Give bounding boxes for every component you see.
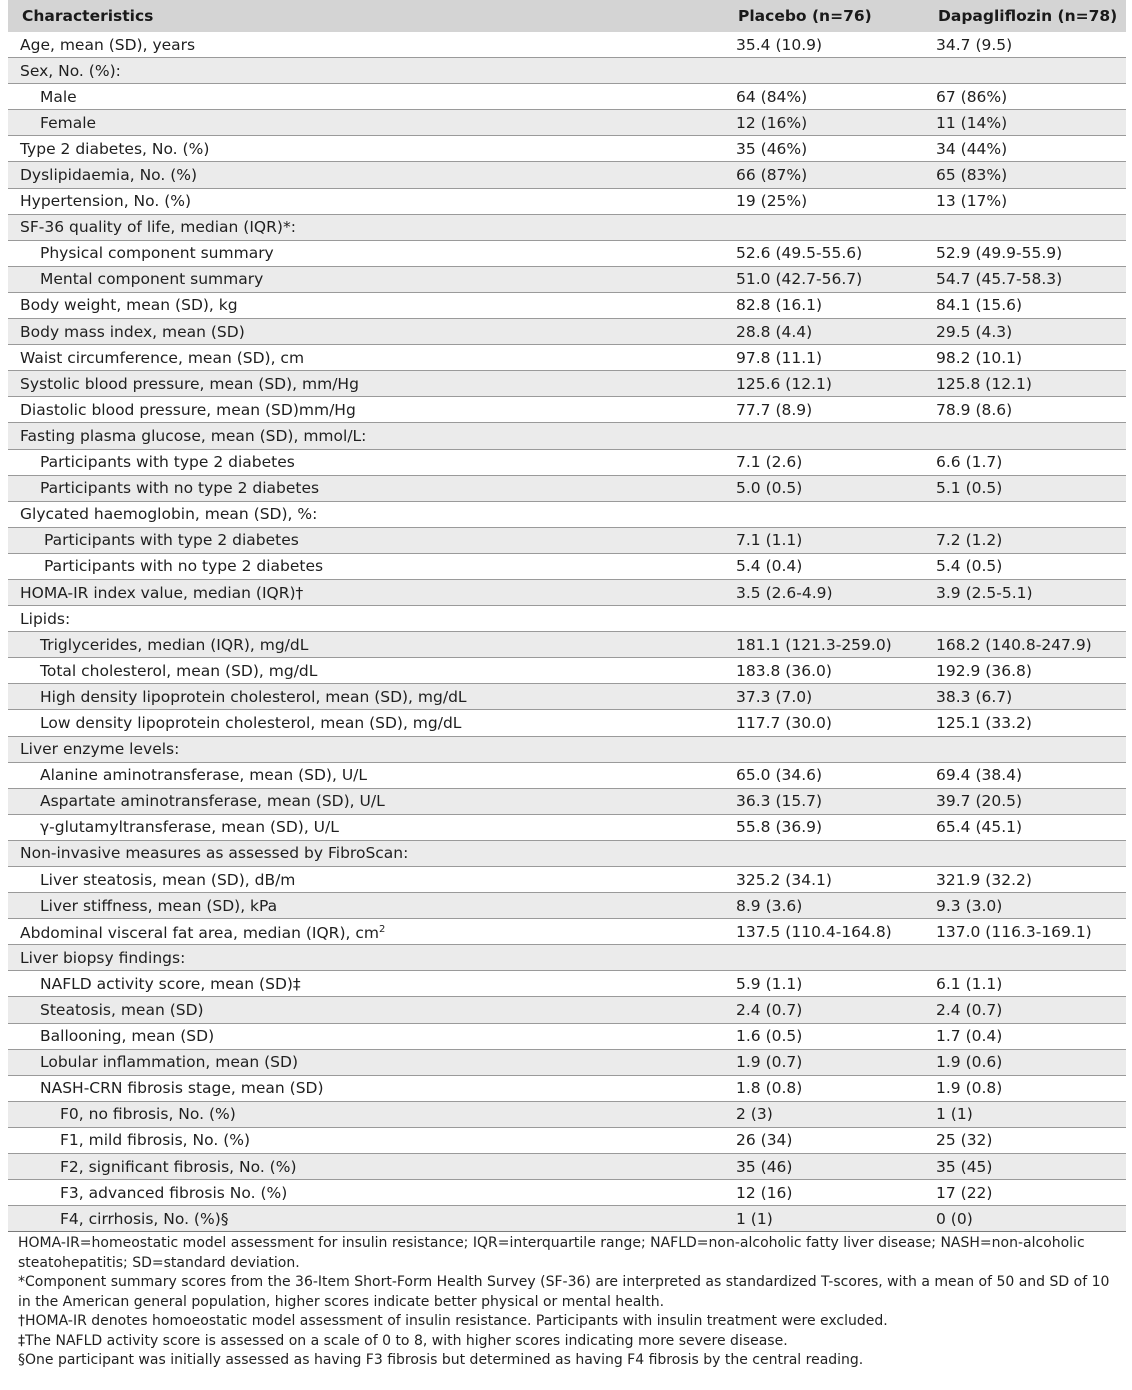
row-label: [8, 788, 724, 814]
dapagliflozin-value: 192.9 (36.8): [924, 658, 1126, 684]
dapagliflozin-value: [924, 501, 1126, 527]
row-label-text: Hypertension, No. (%): [20, 192, 192, 211]
table-row: [8, 136, 1126, 162]
table-row: [8, 449, 1126, 475]
row-label-text: Alanine aminotransferase, mean (SD), U/L: [40, 766, 368, 785]
table-row: [8, 162, 1126, 188]
row-label: [8, 32, 724, 58]
header-placebo: Placebo (n=76): [724, 0, 924, 32]
row-label: [8, 501, 724, 527]
row-label: [8, 1075, 724, 1101]
table-row: [8, 579, 1126, 605]
table-row: [8, 762, 1126, 788]
dapagliflozin-value: [924, 58, 1126, 84]
row-label: [8, 606, 724, 632]
placebo-value: [724, 840, 924, 866]
placebo-value: 2 (3): [724, 1101, 924, 1127]
placebo-value: 35.4 (10.9): [724, 32, 924, 58]
placebo-value: [724, 58, 924, 84]
row-label: [8, 292, 724, 318]
dapagliflozin-value: [924, 945, 1126, 971]
placebo-value: 5.4 (0.4): [724, 553, 924, 579]
row-label-text: Liver biopsy findings:: [20, 948, 186, 967]
placebo-value: 137.5 (110.4-164.8): [724, 919, 924, 945]
dapagliflozin-value: 35 (45): [924, 1154, 1126, 1180]
table-row: [8, 110, 1126, 136]
table-row: [8, 527, 1126, 553]
footnote: §One participant was initially assessed as having F3 fibrosis but determined as having F4 fibrosis by the central reading.: [18, 1352, 864, 1368]
table-row: [8, 867, 1126, 893]
row-label: [8, 1127, 724, 1153]
table-row: [8, 632, 1126, 658]
placebo-value: 26 (34): [724, 1127, 924, 1153]
table-row: [8, 58, 1126, 84]
dapagliflozin-value: 6.6 (1.7): [924, 449, 1126, 475]
placebo-value: 125.6 (12.1): [724, 371, 924, 397]
table-row: [8, 319, 1126, 345]
row-label-text: Body weight, mean (SD), kg: [20, 296, 238, 315]
row-label-text: Low density lipoprotein cholesterol, mean (SD), mg/dL: [40, 713, 462, 732]
footnote: *Component summary scores from the 36-Item Short-Form Health Survey (SF-36) are interpreted as standardized T-scores, with a mean of 50 and SD of 10 in the American general population, higher scores indicate better physical or mental health.: [18, 1274, 1110, 1310]
row-label: [8, 553, 724, 579]
row-label: [8, 1206, 724, 1232]
placebo-value: 8.9 (3.6): [724, 893, 924, 919]
placebo-value: 2.4 (0.7): [724, 997, 924, 1023]
placebo-value: 52.6 (49.5-55.6): [724, 240, 924, 266]
row-label: [8, 1101, 724, 1127]
placebo-value: [724, 214, 924, 240]
row-label: [8, 423, 724, 449]
row-label-text: Systolic blood pressure, mean (SD), mm/Hg: [20, 374, 359, 393]
placebo-value: [724, 945, 924, 971]
row-label: [8, 710, 724, 736]
row-label: [8, 997, 724, 1023]
placebo-value: 36.3 (15.7): [724, 788, 924, 814]
row-label-text: SF-36 quality of life, median (IQR)*:: [20, 218, 296, 237]
row-label-text: Lipids:: [20, 609, 71, 628]
table-row: [8, 814, 1126, 840]
baseline-characteristics-table: [8, 0, 1126, 1232]
row-label-text: Participants with type 2 diabetes: [44, 531, 299, 550]
dapagliflozin-value: 39.7 (20.5): [924, 788, 1126, 814]
placebo-value: 117.7 (30.0): [724, 710, 924, 736]
footnote: HOMA-IR=homeostatic model assessment for insulin resistance; IQR=interquartile range; NAFLD=non-alcoholic fatty liver disease; NASH=non-alcoholic steatohepatitis; SD=standard deviation.: [18, 1235, 1085, 1271]
table-row: [8, 32, 1126, 58]
table-row: [8, 736, 1126, 762]
row-label: [8, 893, 724, 919]
row-label: [8, 527, 724, 553]
placebo-value: 28.8 (4.4): [724, 319, 924, 345]
row-label-text: NAFLD activity score, mean (SD)‡: [40, 974, 301, 993]
row-label-text: NASH-CRN fibrosis stage, mean (SD): [40, 1079, 324, 1098]
dapagliflozin-value: 98.2 (10.1): [924, 345, 1126, 371]
table-row: [8, 266, 1126, 292]
placebo-value: [724, 423, 924, 449]
row-label-text: Total cholesterol, mean (SD), mg/dL: [40, 661, 318, 680]
dapagliflozin-value: 34 (44%): [924, 136, 1126, 162]
row-label: [8, 162, 724, 188]
row-label-text: Age, mean (SD), years: [20, 35, 196, 54]
row-label: [8, 345, 724, 371]
dapagliflozin-value: 11 (14%): [924, 110, 1126, 136]
dapagliflozin-value: 7.2 (1.2): [924, 527, 1126, 553]
row-label: [8, 110, 724, 136]
table-row: [8, 658, 1126, 684]
placebo-value: 51.0 (42.7-56.7): [724, 266, 924, 292]
row-label: [8, 736, 724, 762]
dapagliflozin-value: 5.1 (0.5): [924, 475, 1126, 501]
placebo-value: 3.5 (2.6-4.9): [724, 579, 924, 605]
table-row: [8, 188, 1126, 214]
row-label: [8, 58, 724, 84]
dapagliflozin-value: 25 (32): [924, 1127, 1126, 1153]
row-label-text: Aspartate aminotransferase, mean (SD), U/L: [40, 792, 385, 811]
row-label-text: Mental component summary: [40, 270, 264, 289]
row-label-text: Steatosis, mean (SD): [40, 1001, 204, 1020]
row-label: [8, 475, 724, 501]
dapagliflozin-value: 5.4 (0.5): [924, 553, 1126, 579]
placebo-value: 35 (46): [724, 1154, 924, 1180]
row-label: [8, 240, 724, 266]
table-row: [8, 345, 1126, 371]
placebo-value: 19 (25%): [724, 188, 924, 214]
dapagliflozin-value: 9.3 (3.0): [924, 893, 1126, 919]
table-row: [8, 710, 1126, 736]
dapagliflozin-value: 0 (0): [924, 1206, 1126, 1232]
dapagliflozin-value: 321.9 (32.2): [924, 867, 1126, 893]
row-label: [8, 84, 724, 110]
row-label: [8, 684, 724, 710]
dapagliflozin-value: 84.1 (15.6): [924, 292, 1126, 318]
row-label-text: Fasting plasma glucose, mean (SD), mmol/L:: [20, 426, 367, 445]
table-row: [8, 371, 1126, 397]
row-label: [8, 814, 724, 840]
table-row: [8, 684, 1126, 710]
table-row: [8, 606, 1126, 632]
placebo-value: 12 (16): [724, 1180, 924, 1206]
table-body: [8, 32, 1126, 1232]
header-characteristics: Characteristics: [8, 0, 724, 32]
dapagliflozin-value: 17 (22): [924, 1180, 1126, 1206]
table-row: [8, 919, 1126, 945]
table-row: [8, 1154, 1126, 1180]
footnote: ‡The NAFLD activity score is assessed on a scale of 0 to 8, with higher scores indicating more severe disease.: [18, 1332, 788, 1349]
dapagliflozin-value: 34.7 (9.5): [924, 32, 1126, 58]
placebo-value: 82.8 (16.1): [724, 292, 924, 318]
table-row: [8, 292, 1126, 318]
table-row: [8, 893, 1126, 919]
row-label-text: Participants with no type 2 diabetes: [40, 479, 320, 498]
row-label-text: F1, mild fibrosis, No. (%): [60, 1131, 251, 1150]
row-label: [8, 658, 724, 684]
placebo-value: 1.9 (0.7): [724, 1049, 924, 1075]
table-row: [8, 475, 1126, 501]
dapagliflozin-value: 168.2 (140.8-247.9): [924, 632, 1126, 658]
row-label: [8, 579, 724, 605]
table-row: [8, 997, 1126, 1023]
placebo-value: 1.8 (0.8): [724, 1075, 924, 1101]
row-label-text: Abdominal visceral fat area, median (IQR), cm: [20, 924, 379, 943]
row-label: [8, 266, 724, 292]
table-row: [8, 1206, 1126, 1232]
row-label: [8, 919, 724, 945]
dapagliflozin-value: 29.5 (4.3): [924, 319, 1126, 345]
placebo-value: 1 (1): [724, 1206, 924, 1232]
placebo-value: 12 (16%): [724, 110, 924, 136]
placebo-value: [724, 501, 924, 527]
row-label: [8, 971, 724, 997]
row-label-text: Dyslipidaemia, No. (%): [20, 166, 198, 185]
row-label-text: Non-invasive measures as assessed by FibroScan:: [20, 844, 409, 863]
table-row: [8, 1101, 1126, 1127]
row-label-text: Sex, No. (%):: [20, 61, 121, 80]
table-row: [8, 788, 1126, 814]
row-label: [8, 449, 724, 475]
placebo-value: 1.6 (0.5): [724, 1023, 924, 1049]
dapagliflozin-value: 3.9 (2.5-5.1): [924, 579, 1126, 605]
dapagliflozin-value: [924, 840, 1126, 866]
table-row: [8, 971, 1126, 997]
table-row: [8, 214, 1126, 240]
row-label-text: Glycated haemoglobin, mean (SD), %:: [20, 505, 318, 524]
dapagliflozin-value: 6.1 (1.1): [924, 971, 1126, 997]
table-footnotes: [18, 1234, 1118, 1371]
row-label-text: Ballooning, mean (SD): [40, 1027, 215, 1046]
table-row: [8, 1127, 1126, 1153]
row-label: [8, 1180, 724, 1206]
row-label: [8, 1154, 724, 1180]
row-label-text: Diastolic blood pressure, mean (SD)mm/Hg: [20, 400, 356, 419]
row-label-text: Participants with type 2 diabetes: [40, 453, 295, 472]
dapagliflozin-value: 54.7 (45.7-58.3): [924, 266, 1126, 292]
placebo-value: 66 (87%): [724, 162, 924, 188]
row-label-text: Physical component summary: [40, 244, 274, 263]
dapagliflozin-value: 1.7 (0.4): [924, 1023, 1126, 1049]
row-label: [8, 632, 724, 658]
dapagliflozin-value: 137.0 (116.3-169.1): [924, 919, 1126, 945]
row-label: [8, 840, 724, 866]
row-label-text: Waist circumference, mean (SD), cm: [20, 348, 305, 367]
table-row: [8, 840, 1126, 866]
dapagliflozin-value: 69.4 (38.4): [924, 762, 1126, 788]
row-label-text: Liver stiffness, mean (SD), kPa: [40, 896, 278, 915]
row-label: [8, 945, 724, 971]
table-row: [8, 501, 1126, 527]
placebo-value: [724, 736, 924, 762]
header-row: [8, 0, 1126, 32]
row-label-text: High density lipoprotein cholesterol, mean (SD), mg/dL: [40, 687, 467, 706]
row-label: [8, 1023, 724, 1049]
dapagliflozin-value: [924, 736, 1126, 762]
dapagliflozin-value: 52.9 (49.9-55.9): [924, 240, 1126, 266]
baseline-characteristics-table-container: [8, 0, 1126, 1232]
dapagliflozin-value: 38.3 (6.7): [924, 684, 1126, 710]
superscript: 2: [378, 924, 386, 936]
dapagliflozin-value: 65.4 (45.1): [924, 814, 1126, 840]
dapagliflozin-value: 2.4 (0.7): [924, 997, 1126, 1023]
row-label-text: Triglycerides, median (IQR), mg/dL: [40, 635, 309, 654]
placebo-value: 55.8 (36.9): [724, 814, 924, 840]
header-dapagliflozin: Dapagliflozin (n=78): [924, 0, 1126, 32]
row-label-text: HOMA-IR index value, median (IQR)†: [20, 583, 304, 602]
placebo-value: 37.3 (7.0): [724, 684, 924, 710]
row-label-text: F0, no fibrosis, No. (%): [60, 1105, 236, 1124]
table-row: [8, 553, 1126, 579]
row-label: [8, 397, 724, 423]
row-label-text: γ-glutamyltransferase, mean (SD), U/L: [40, 818, 339, 837]
table-row: [8, 1180, 1126, 1206]
row-label-text: Female: [40, 113, 97, 132]
table-row: [8, 1023, 1126, 1049]
dapagliflozin-value: 13 (17%): [924, 188, 1126, 214]
row-label-text: Body mass index, mean (SD): [20, 322, 245, 341]
placebo-value: 5.9 (1.1): [724, 971, 924, 997]
dapagliflozin-value: 67 (86%): [924, 84, 1126, 110]
placebo-value: 77.7 (8.9): [724, 397, 924, 423]
placebo-value: 65.0 (34.6): [724, 762, 924, 788]
row-label-text: Liver steatosis, mean (SD), dB/m: [40, 870, 296, 889]
row-label: [8, 136, 724, 162]
footnote: †HOMA-IR denotes homoeostatic model assessment of insulin resistance. Participants with insulin treatment were excluded.: [18, 1313, 888, 1329]
dapagliflozin-value: [924, 214, 1126, 240]
dapagliflozin-value: 1.9 (0.8): [924, 1075, 1126, 1101]
row-label: [8, 319, 724, 345]
table-row: [8, 84, 1126, 110]
row-label: [8, 214, 724, 240]
row-label-text: F3, advanced fibrosis No. (%): [60, 1183, 288, 1202]
row-label: [8, 1049, 724, 1075]
dapagliflozin-value: 65 (83%): [924, 162, 1126, 188]
dapagliflozin-value: [924, 606, 1126, 632]
placebo-value: 97.8 (11.1): [724, 345, 924, 371]
placebo-value: 181.1 (121.3-259.0): [724, 632, 924, 658]
placebo-value: 325.2 (34.1): [724, 867, 924, 893]
row-label-text: F4, cirrhosis, No. (%)§: [60, 1209, 229, 1228]
placebo-value: 35 (46%): [724, 136, 924, 162]
placebo-value: 5.0 (0.5): [724, 475, 924, 501]
table-row: [8, 423, 1126, 449]
table-row: [8, 397, 1126, 423]
placebo-value: 183.8 (36.0): [724, 658, 924, 684]
placebo-value: 64 (84%): [724, 84, 924, 110]
placebo-value: 7.1 (2.6): [724, 449, 924, 475]
row-label: [8, 188, 724, 214]
dapagliflozin-value: 78.9 (8.6): [924, 397, 1126, 423]
dapagliflozin-value: [924, 423, 1126, 449]
row-label-text: Lobular inflammation, mean (SD): [40, 1053, 298, 1072]
placebo-value: [724, 606, 924, 632]
row-label-text: F2, significant fibrosis, No. (%): [60, 1157, 297, 1176]
placebo-value: 7.1 (1.1): [724, 527, 924, 553]
table-row: [8, 1049, 1126, 1075]
row-label-text: Male: [40, 87, 77, 106]
dapagliflozin-value: 1.9 (0.6): [924, 1049, 1126, 1075]
row-label-text: Participants with no type 2 diabetes: [44, 557, 324, 576]
row-label: [8, 371, 724, 397]
row-label-text: Type 2 diabetes, No. (%): [20, 139, 210, 158]
table-row: [8, 945, 1126, 971]
table-header: [8, 0, 1126, 32]
dapagliflozin-value: 1 (1): [924, 1101, 1126, 1127]
row-label-text: Liver enzyme levels:: [20, 740, 180, 759]
dapagliflozin-value: 125.1 (33.2): [924, 710, 1126, 736]
table-row: [8, 240, 1126, 266]
dapagliflozin-value: 125.8 (12.1): [924, 371, 1126, 397]
row-label: [8, 762, 724, 788]
table-row: [8, 1075, 1126, 1101]
row-label: [8, 867, 724, 893]
